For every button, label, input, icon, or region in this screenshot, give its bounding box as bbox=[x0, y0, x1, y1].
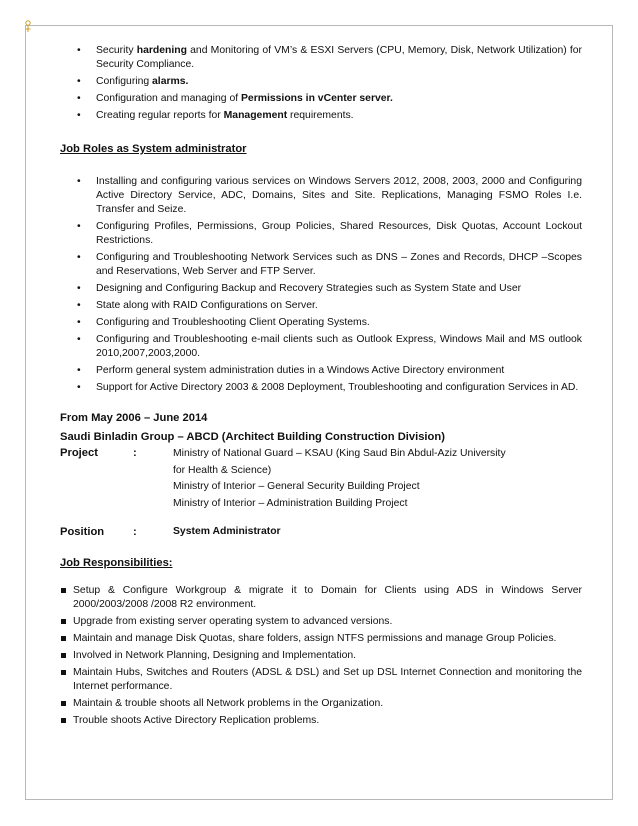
list-item: Maintain and manage Disk Quotas, share folders, assign NTFS permissions and manage Group Policies. bbox=[60, 632, 582, 646]
job-roles-list bbox=[60, 175, 582, 395]
list-item: • Designing and Configuring Backup and Recovery Strategies such as System State and User bbox=[60, 282, 582, 296]
project-line: Ministry of Interior – Administration Building Project bbox=[173, 497, 408, 509]
list-item: • Configuring Profiles, Permissions, Group Policies, Shared Resources, Disk Quotas, Account Lockout Restrictions. bbox=[60, 220, 582, 248]
project-colon: : bbox=[133, 447, 137, 459]
employment-period: From May 2006 – June 2014 bbox=[60, 412, 208, 424]
list-item: • Configuring and Troubleshooting Client Operating Systems. bbox=[60, 316, 582, 330]
position-label: Position bbox=[60, 526, 105, 538]
project-line: for Health & Science) bbox=[173, 464, 272, 476]
list-item: • Configuring and Troubleshooting e-mail clients such as Outlook Express, Windows Mail and MS outlook 2010,2007,2003,2000. bbox=[60, 333, 582, 361]
document-body bbox=[60, 44, 582, 731]
responsibilities-list bbox=[60, 584, 582, 728]
list-item: • Perform general system administration duties in a Windows Active Directory environment bbox=[60, 364, 582, 378]
position-value: System Administrator bbox=[173, 526, 281, 537]
list-item bbox=[60, 75, 582, 89]
bold-text: Management bbox=[223, 110, 288, 121]
list-item: • State along with RAID Configurations on Server. bbox=[60, 299, 582, 313]
bold-text: alarms. bbox=[152, 76, 189, 87]
position-row bbox=[60, 525, 582, 539]
top-bullet-list bbox=[60, 44, 582, 123]
anchor-icon bbox=[25, 20, 31, 34]
text: and Monitoring of VM’s & ESXI Servers (CPU, Memory, Disk, Network Utilization) for Security Compliance. bbox=[96, 45, 583, 70]
company-name: Saudi Binladin Group – ABCD (Architect Building Construction Division) bbox=[60, 431, 445, 443]
list-item: Setup & Configure Workgroup & migrate it to Domain for Clients using ADS in Windows Server 2000/2003/2008 /2008 R2 environment. bbox=[60, 584, 582, 612]
text: Configuration and managing of bbox=[96, 93, 241, 104]
project-values bbox=[173, 446, 582, 512]
position-colon: : bbox=[133, 526, 137, 538]
text: Configuring bbox=[96, 76, 153, 87]
text: Security bbox=[96, 45, 137, 56]
list-item: Maintain & trouble shoots all Network problems in the Organization. bbox=[60, 697, 582, 711]
responsibilities-heading: Job Responsibilities: bbox=[60, 557, 173, 569]
list-item bbox=[60, 109, 582, 123]
text: Creating regular reports for bbox=[96, 110, 224, 121]
bold-text: Permissions in vCenter server. bbox=[241, 93, 393, 104]
project-line: Ministry of National Guard – KSAU (King Saud Bin Abdul-Aziz University bbox=[173, 448, 506, 459]
list-item bbox=[60, 44, 582, 72]
list-item bbox=[60, 92, 582, 106]
project-row bbox=[60, 446, 582, 512]
job-roles-heading: Job Roles as System administrator bbox=[60, 143, 247, 155]
list-item: Trouble shoots Active Directory Replication problems. bbox=[60, 714, 582, 728]
bold-text: hardening bbox=[136, 45, 187, 56]
list-item: • Installing and configuring various services on Windows Servers 2012, 2008, 2003, 2000 and Configuring Active Directory Service, ADC, Domains, Sites and Site. Replications, Managing FSMO Roles I.e. Transfer and Seize. bbox=[60, 175, 582, 217]
list-item: Maintain Hubs, Switches and Routers (ADSL & DSL) and Set up DSL Internet Connection and monitoring the Internet performance. bbox=[60, 666, 582, 694]
list-item: • Support for Active Directory 2003 & 2008 Deployment, Troubleshooting and configuration Services in AD. bbox=[60, 381, 582, 395]
list-item: Involved in Network Planning, Designing and Implementation. bbox=[60, 649, 582, 663]
list-item: Upgrade from existing server operating system to advanced versions. bbox=[60, 615, 582, 629]
list-item: • Configuring and Troubleshooting Network Services such as DNS – Zones and Records, DHCP –Scopes and Reservations, Web Server and FTP Server. bbox=[60, 251, 582, 279]
project-label: Project bbox=[60, 447, 98, 459]
project-line: Ministry of Interior – General Security Building Project bbox=[173, 481, 420, 492]
text: requirements. bbox=[287, 110, 354, 121]
